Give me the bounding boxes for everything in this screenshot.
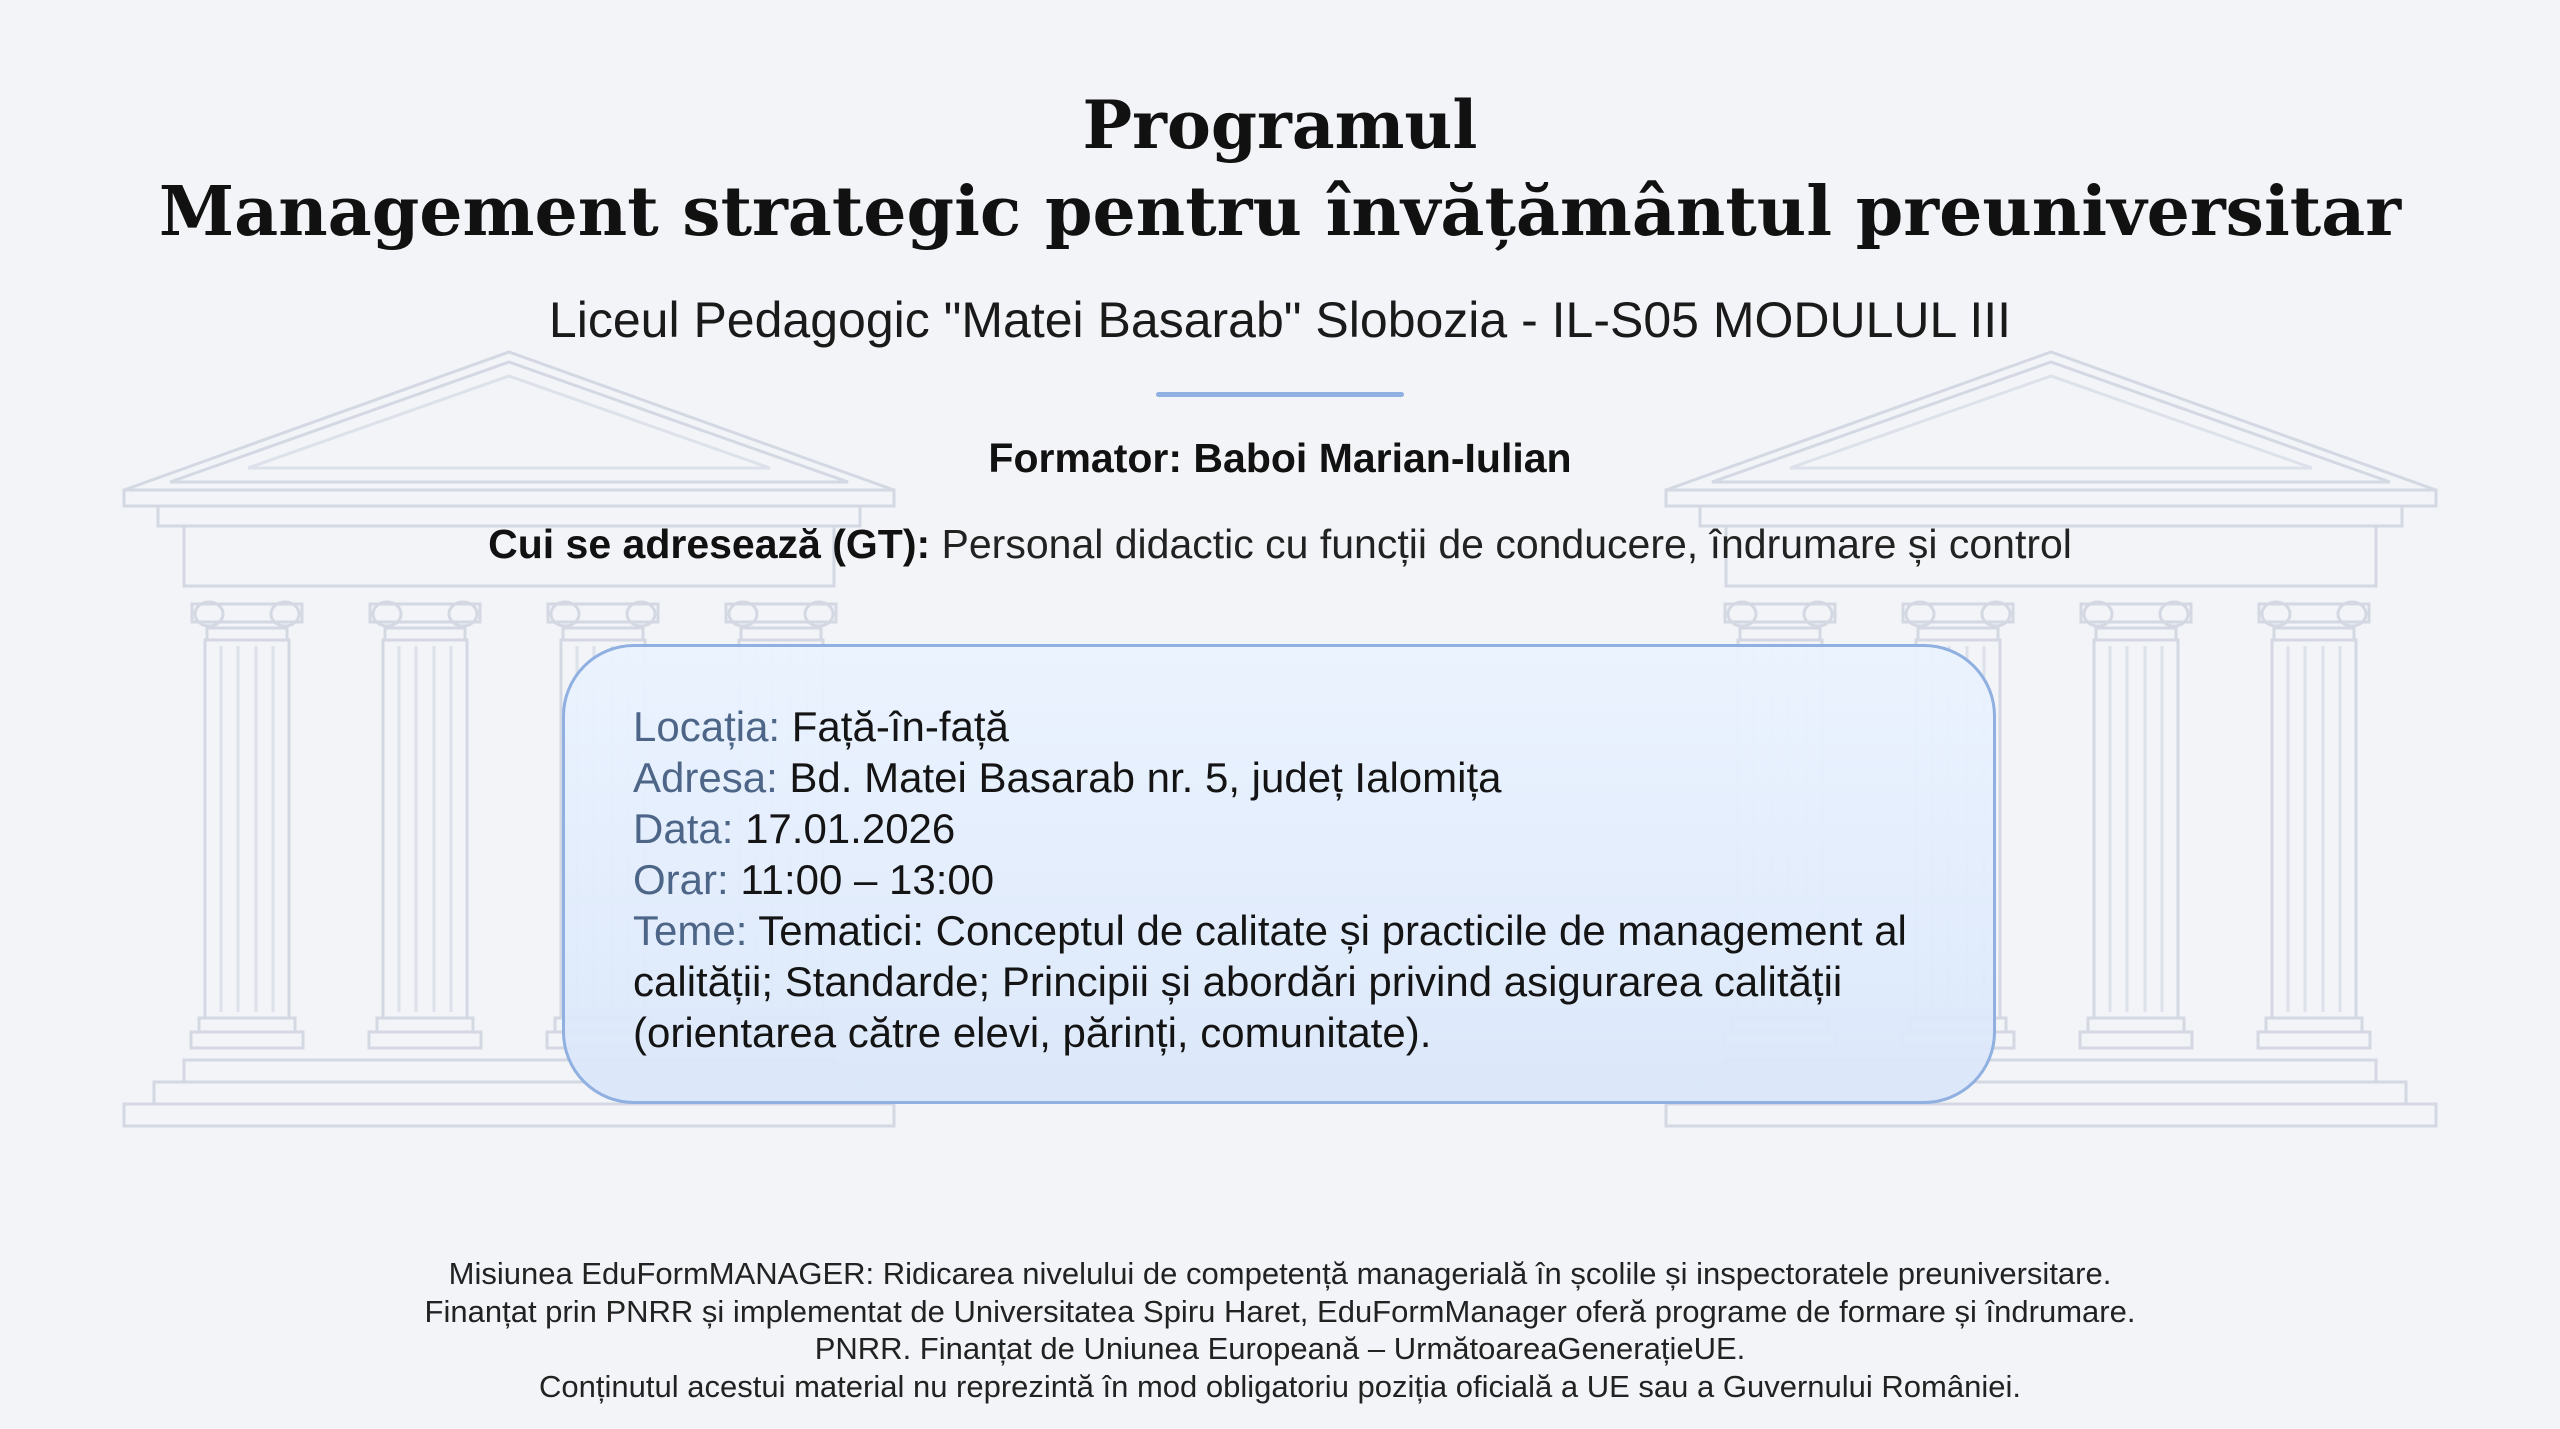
audience-value: Personal didactic cu funcții de conducere, îndrumare și control	[941, 521, 2072, 567]
topics-line-1: Tematici: Conceptul de calitate și practicile de management al	[758, 907, 1907, 954]
date-row	[633, 803, 1949, 854]
footer-mission: Misiunea EduFormMANAGER: Ridicarea nivelului de competență managerială în școlile și inspectoratele preuniversitare.	[448, 1256, 2112, 1291]
target-audience	[0, 521, 2560, 567]
address-label: Adresa:	[633, 754, 778, 801]
trainer-name: Formator: Baboi Marian-Iulian	[988, 435, 1572, 481]
topics-row	[633, 905, 1949, 956]
title-divider	[1156, 392, 1404, 397]
footer-eu-funding: PNRR. Finanțat de Uniunea Europeană – UrmătoareaGenerațieUE.	[814, 1331, 1746, 1366]
address-row	[633, 752, 1949, 803]
footer-disclaimer	[0, 1255, 2560, 1405]
footer-disclaimer-text: Conținutul acestui material nu reprezintă în mod obligatoriu poziția oficială a UE sau a Guvernului României.	[539, 1368, 2021, 1404]
topics-line-2: calității; Standarde; Principii și abordări privind asigurarea calității	[633, 958, 1843, 1005]
schedule-label: Orar:	[633, 856, 729, 903]
school-subtitle: Liceul Pedagogic "Matei Basarab" Slobozia - IL-S05 MODULUL III	[548, 292, 2012, 348]
program-title: Management strategic pentru învățământul preuniversitar	[158, 172, 2402, 252]
schedule-row	[633, 854, 1949, 905]
audience-label: Cui se adresează (GT):	[488, 521, 931, 567]
address-value: Bd. Matei Basarab nr. 5, județ Ialomița	[789, 754, 1502, 801]
location-label: Locația:	[633, 703, 781, 750]
topics-label: Teme:	[633, 907, 748, 954]
location-row	[633, 701, 1949, 752]
location-value: Față-în-față	[791, 703, 1009, 750]
session-details-card	[562, 644, 1996, 1104]
program-label: Programul	[1082, 86, 1478, 164]
date-label: Data:	[633, 805, 734, 852]
schedule-value: 11:00 – 13:00	[740, 856, 995, 903]
topics-line-3: (orientarea către elevi, părinți, comunitate).	[633, 1009, 1432, 1056]
footer-funding: Finanțat prin PNRR și implementat de Universitatea Spiru Haret, EduFormManager oferă programe de formare și îndrumare.	[424, 1293, 2136, 1329]
date-value: 17.01.2026	[745, 805, 956, 852]
